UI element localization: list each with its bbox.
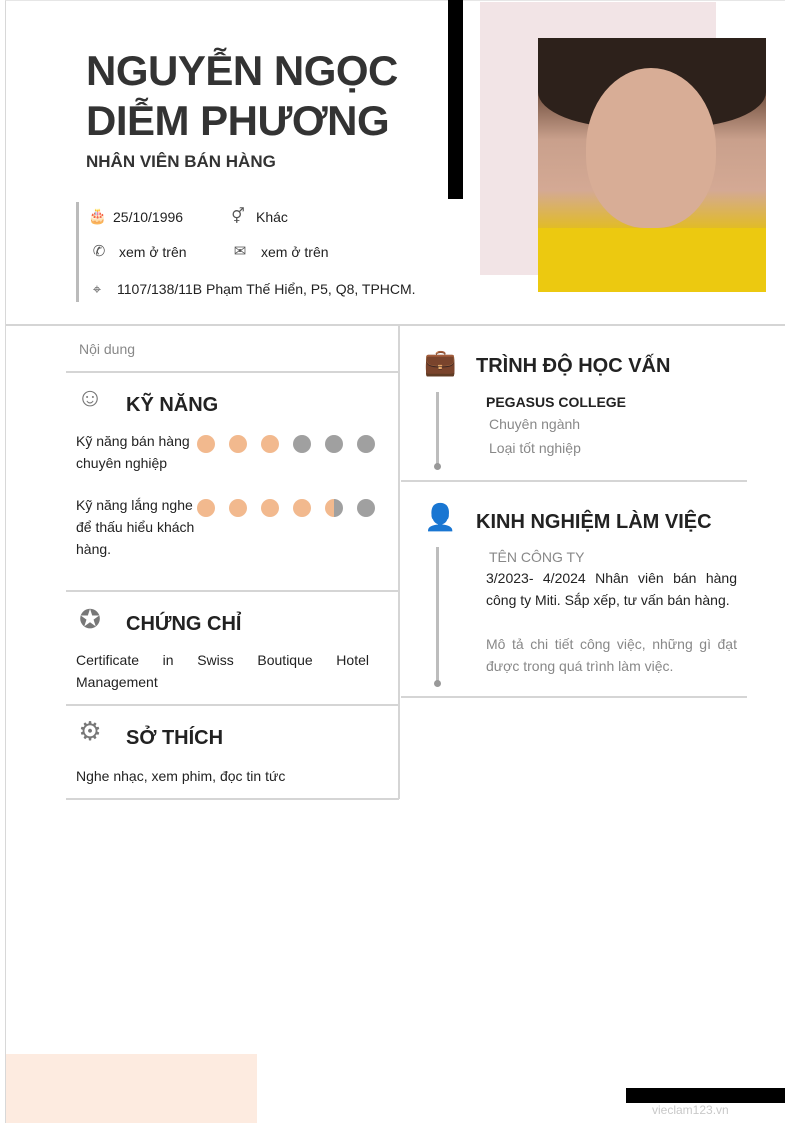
phone-value: xem ở trên [119,244,187,260]
content-separator [66,371,399,373]
education-school: PEGASUS COLLEGE [486,394,627,410]
address-value: 1107/138/11B Phạm Thế Hiển, P5, Q8, TPHCM. [117,281,416,297]
brain-head-icon: ☺ [76,382,104,412]
skill-2-dot [293,499,311,517]
photo-shirt-shape [538,228,766,292]
steam-icon: ⚙ [78,716,102,746]
name-line-2: DIỄM PHƯƠNG [86,97,390,144]
certificates-text: Certificate in Swiss Boutique Hotel Management [76,652,369,690]
contact-divider [76,202,79,302]
birthday-cake-icon: 🎂 [88,208,107,225]
briefcase-icon: 💼 [424,347,457,377]
experience-description: Mô tả chi tiết công việc, những gì đạt được trong quá trình làm việc. [486,636,737,674]
hobbies-text: Nghe nhạc, xem phim, đọc tin tức [76,768,286,784]
skill-2-dot [357,499,375,517]
education-title: TRÌNH ĐỘ HỌC VẤN [476,355,671,377]
skill-2-dot [229,499,247,517]
decor-footer-bar [626,1088,785,1103]
profile-photo [538,38,766,292]
certificate-ribbon-icon: ✪ [79,604,101,634]
map-marker-icon: ⌖ [92,281,102,298]
header-separator [6,324,785,326]
name-line-1: NGUYỄN NGỌC [86,47,398,94]
education-timeline [436,392,439,466]
skills-title: KỸ NĂNG [126,394,219,416]
skill-1-dot [261,435,279,453]
decor-black-bar [448,0,463,199]
certificates-separator [66,704,399,706]
skill-1-label: Kỹ năng bán hàng chuyên nghiệp [76,433,190,471]
skill-1-rating [197,435,382,455]
birthday-value: 25/10/1996 [113,209,184,225]
email-value: xem ở trên [261,244,329,260]
skill-1-dot [357,435,375,453]
experience-detail: 3/2023- 4/2024 Nhân viên bán hàng công ty Miti. Sắp xếp, tư vấn bán hàng. [486,570,737,608]
hobbies-title: SỞ THÍCH [126,727,224,749]
experience-title: KINH NGHIỆM LÀM VIỆC [476,511,712,533]
hobbies-separator [66,798,399,800]
email-icon: ✉ [233,243,247,260]
experience-separator [401,696,747,698]
education-grade: Loại tốt nghiệp [489,440,581,456]
skill-1-dot [293,435,311,453]
education-timeline-dot [434,463,441,470]
photo-face-shape [586,68,716,228]
column-divider [398,326,400,799]
gender-icon: ⚥ [231,208,245,225]
skill-2-rating [197,499,382,519]
skill-1-dot [229,435,247,453]
skill-2-dot [261,499,279,517]
content-label: Nội dung [79,341,136,357]
skill-2-dot [197,499,215,517]
experience-timeline-dot [434,680,441,687]
experience-company: TÊN CÔNG TY [489,549,585,565]
user-tie-icon: 👤 [424,502,457,532]
decor-peach-block [6,1054,257,1123]
gender-value: Khác [256,209,288,225]
candidate-name [86,46,398,146]
skill-2-dot [325,499,343,517]
education-separator [401,480,747,482]
certificates-title: CHỨNG CHỈ [126,613,242,635]
skill-2-label: Kỹ năng lắng nghe để thấu hiểu khách hàng. [76,497,195,557]
phone-icon: ✆ [92,243,106,260]
skill-1-dot [197,435,215,453]
job-title: NHÂN VIÊN BÁN HÀNG [86,152,276,171]
skill-1-dot [325,435,343,453]
education-major: Chuyên ngành [489,416,581,432]
watermark: vieclam123.vn [652,1103,729,1117]
experience-timeline [436,547,439,683]
skills-separator [66,590,399,592]
